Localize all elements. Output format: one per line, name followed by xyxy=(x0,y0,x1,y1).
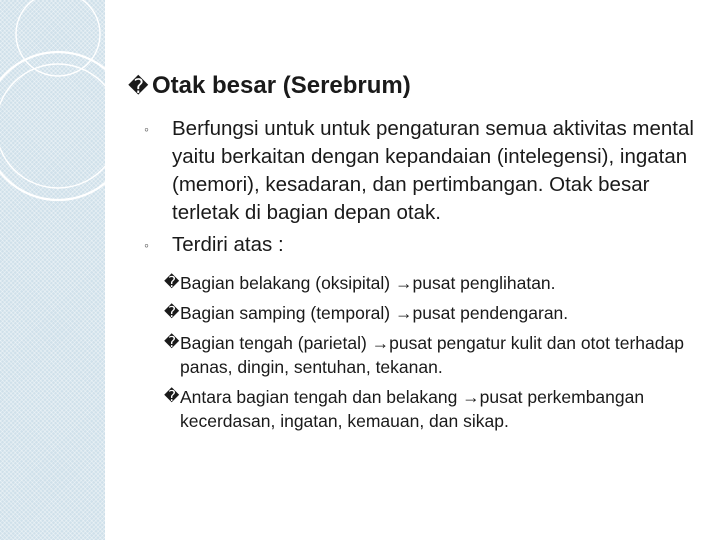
list-item xyxy=(164,331,703,379)
ring-bullet-icon: ◦ xyxy=(144,237,149,253)
list-item xyxy=(164,301,703,325)
subpoint-text: Bagian belakang (oksipital) →pusat penglihatan. xyxy=(180,273,556,293)
point-text: Terdiri atas : xyxy=(172,233,284,256)
list-item xyxy=(144,115,703,227)
square-bullet-icon: � xyxy=(164,274,180,291)
subpoint-text: Bagian samping (temporal) →pusat pendengaran. xyxy=(180,303,569,323)
square-bullet-icon: � xyxy=(164,388,180,405)
heading-bullet-icon: � xyxy=(128,76,149,98)
list-item xyxy=(164,385,703,433)
ring-bullet-icon: ◦ xyxy=(144,121,149,137)
point-text: Berfungsi untuk untuk pengaturan semua aktivitas mental yaitu berkaitan dengan kepandaian (intelegensi), ingatan (memori), kesadaran, dan pertimbangan. Otak besar terletak di bagian depan otak. xyxy=(172,117,694,224)
square-bullet-icon: � xyxy=(164,304,180,321)
sub-point-list xyxy=(164,265,703,433)
heading-text: Otak besar (Serebrum) xyxy=(152,72,411,99)
decorative-circle-inner xyxy=(0,64,120,188)
list-item xyxy=(164,271,703,295)
content-area xyxy=(128,70,703,433)
decorative-circles-icon xyxy=(0,0,140,240)
main-point-list xyxy=(128,115,703,433)
decorative-circle-outer xyxy=(0,52,132,200)
slide-heading xyxy=(128,70,703,103)
square-bullet-icon: � xyxy=(164,334,180,351)
subpoint-text: Bagian tengah (parietal) →pusat pengatur kulit dan otot terhadap panas, dingin, sentuhan, tekanan. xyxy=(180,333,684,377)
list-item xyxy=(144,231,703,433)
subpoint-text: Antara bagian tengah dan belakang →pusat perkembangan kecerdasan, ingatan, kemauan, dan sikap. xyxy=(180,387,645,431)
